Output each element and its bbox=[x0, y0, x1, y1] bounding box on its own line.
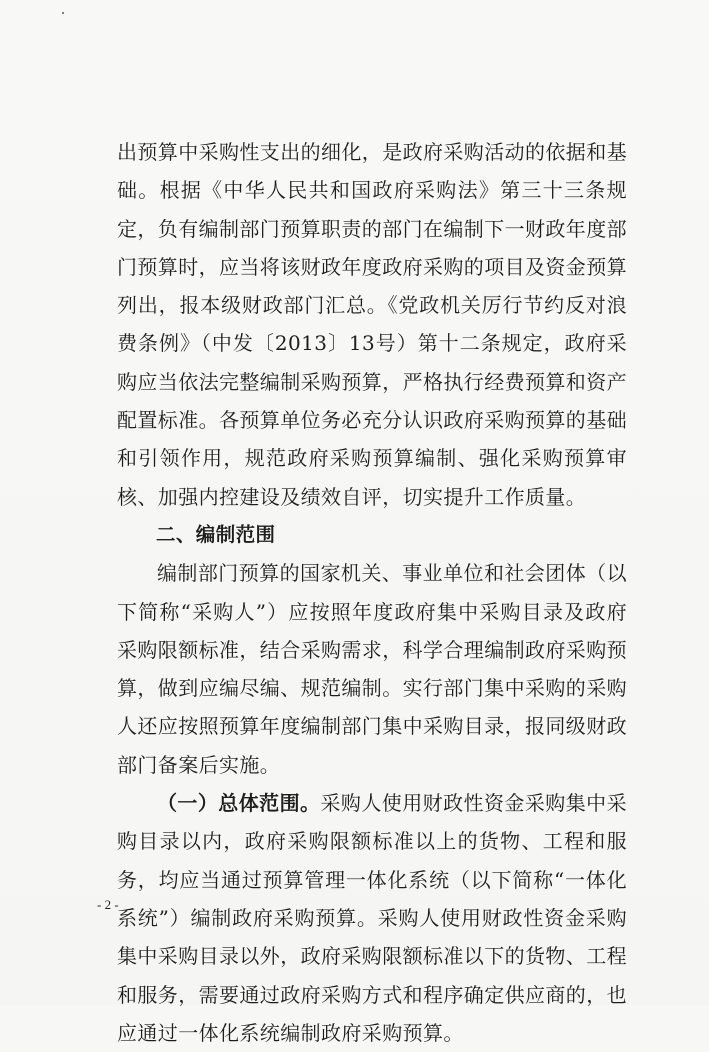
subsection-text-overall-scope: 采购人使用财政性资金采购集中采购目录以内，政府采购限额标准以上的货物、工程和服务，均应当通过预算管理一体化系统（以下简称“一体化系统”）编制政府采购预算。采购人使用财政性资金采购集中采购目录以外，政府采购限额标准以下的货物、工程和服务，需要通过政府采购方式和程序确定供应商的，也应通过一体化系统编制政府采购预算。 bbox=[117, 791, 628, 1045]
paragraph-overall-scope bbox=[117, 784, 627, 1052]
section-heading-scope: 二、编制范围 bbox=[156, 522, 276, 546]
page-number: - 2 - bbox=[97, 897, 119, 912]
subsection-title-overall-scope: （一）总体范围。 bbox=[157, 791, 321, 816]
document-body bbox=[117, 133, 627, 1052]
paragraph-budget-basis: 出预算中采购性支出的细化，是政府采购活动的依据和基础。根据《中华人民共和国政府采购法》第三十三条规定，负有编制部门预算职责的部门在编制下一财政年度部门预算时，应当将该财政年度政府采购的项目及资金预算列出，报本级财政部门汇总。《党政机关厉行节约反对浪费条例》（中发〔2013〕13号）第十二条规定，政府采购应当依法完整编制采购预算，严格执行经费预算和资产配置标准。各预算单位务必充分认识政府采购预算的基础和引领作用，规范政府采购预算编制、强化采购预算审核、加强内控建设及绩效自评，切实提升工作质量。 bbox=[117, 140, 627, 509]
paragraph-scope: 编制部门预算的国家机关、事业单位和社会团体（以下简称“采购人”）应按照年度政府集中采购目录及政府采购限额标准，结合采购需求，科学合理编制政府采购预算，做到应编尽编、规范编制。实行部门集中采购的采购人还应按照预算年度编制部门集中采购目录，报同级财政部门备案后实施。 bbox=[117, 561, 627, 777]
scan-speck bbox=[62, 12, 64, 14]
